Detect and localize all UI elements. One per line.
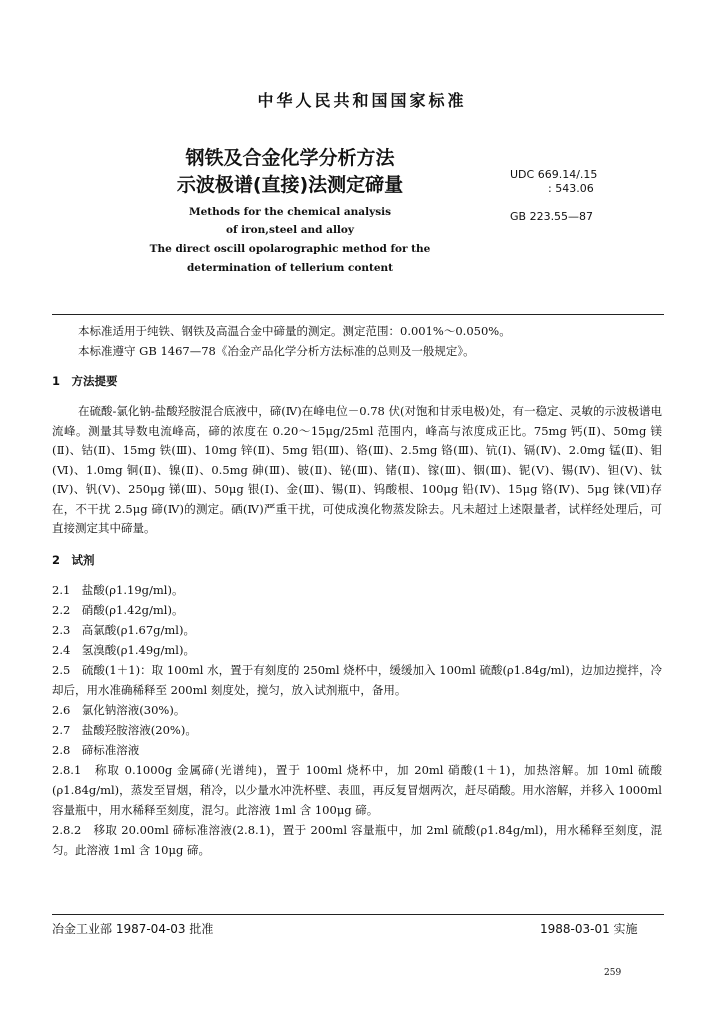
document-title-line1: 钢铁及合金化学分析方法 — [185, 147, 395, 169]
gb-number: GB 223.55—87 — [510, 210, 594, 223]
reagent-item: 2.2 硝酸(ρ1.42g/ml)。 — [52, 603, 184, 617]
intro-paragraph: 本标准遵守 GB 1467—78《冶金产品化学分析方法标准的总则及一般规定》。 — [78, 344, 475, 358]
reagent-item: 2.8 碲标准溶液 — [52, 743, 140, 757]
standard-org-header: 中华人民共和国国家标准 — [257, 91, 467, 110]
english-title-line: Methods for the chemical analysis — [188, 206, 392, 218]
reagent-item: 2.4 氢溴酸(ρ1.49g/ml)。 — [52, 643, 195, 657]
method-summary-paragraph: 在硫酸-氯化钠-盐酸羟胺混合底液中，碲(Ⅳ)在峰电位－0.78 伏(对饱和甘汞电极)处，有一稳定、灵敏的示波极谱电流峰。测量其导数电流峰高，碲的浓度在 0.20～15μg/25ml 范围内，峰高与浓度成正比。75mg 钙(Ⅱ)、50mg 镁(Ⅱ)、钴(Ⅱ)、15mg 铁(Ⅲ)、10mg 锌(Ⅱ)、5mg 铝(Ⅲ)、铬(Ⅲ)、2.5mg 铬(Ⅲ)、钪(Ⅰ)、镉(Ⅳ)、2.0mg 锰(Ⅱ)、钼(Ⅵ)、1.0mg 铜(Ⅱ)、镍(Ⅱ)、0.5mg 砷(Ⅲ)、铍(Ⅱ)、铋(Ⅲ)、锗(Ⅱ)、镓(Ⅲ)、铟(Ⅲ)、铌(Ⅴ)、锡(Ⅳ)、钽(Ⅴ)、钛(Ⅳ)、钒(Ⅴ)、250μg 锑(Ⅲ)、50μg 银(Ⅰ)、金(Ⅲ)、锡(Ⅱ)、钨酸根、100μg 铅(Ⅳ)、15μg 铬(Ⅳ)、5μg 铼(Ⅶ)存在，不干扰 2.5μg 碲(Ⅳ)的测定。硒(Ⅳ)严重干扰，可使成溴化物蒸发除去。凡未超过上述限量者，试样经处理后，可直接测定其中碲量。 — [52, 404, 662, 535]
header-divider — [52, 314, 664, 315]
udc-code-sub: : 543.06 — [548, 182, 594, 195]
approval-date: 冶金工业部 1987-04-03 批准 — [52, 922, 214, 936]
effective-date: 1988-03-01 实施 — [540, 922, 638, 936]
reagent-item: 2.3 高氯酸(ρ1.67g/ml)。 — [52, 623, 195, 637]
footer-divider — [52, 914, 664, 915]
english-title-line: of iron,steel and alloy — [225, 224, 355, 236]
page-number: 259 — [604, 968, 622, 978]
reagent-item: 2.1 盐酸(ρ1.19g/ml)。 — [52, 583, 184, 597]
intro-paragraph: 本标准适用于纯铁、钢铁及高温合金中碲量的测定。测定范围：0.001%～0.050%。 — [78, 324, 511, 338]
udc-code: UDC 669.14/.15 — [510, 168, 598, 181]
reagent-item: 2.6 氯化钠溶液(30%)。 — [52, 703, 186, 717]
reagent-item: 2.8.1 称取 0.1000g 金属碲(光谱纯)，置于 100ml 烧杯中，加 20ml 硝酸(1＋1)，加热溶解。加 10ml 硫酸(ρ1.84g/ml)，蒸发至冒烟，稍冷，以少量水冲洗杯壁、表皿，再反复冒烟两次，赶尽硝酸。用水溶解，并移入 1000ml 容量瓶中，用水稀释至刻度，混匀。此溶液 1ml 含 100μg 碲。 — [52, 763, 662, 817]
reagent-item: 2.5 硫酸(1＋1)：取 100ml 水，置于有刻度的 250ml 烧杯中，缓缓加入 100ml 硫酸(ρ1.84g/ml)，边加边搅拌，冷却后，用水准确稀释至 200ml 刻度处，搅匀，放入试剂瓶中，备用。 — [52, 663, 662, 697]
document-title-line2: 示波极谱(直接)法测定碲量 — [176, 174, 404, 196]
reagent-item: 2.7 盐酸羟胺溶液(20%)。 — [52, 723, 197, 737]
reagent-item: 2.8.2 移取 20.00ml 碲标准溶液(2.8.1)，置于 200ml 容量瓶中，加 2ml 硫酸(ρ1.84g/ml)，用水稀释至刻度，混匀。此溶液 1ml 含 10μg 碲。 — [52, 823, 662, 857]
section-heading-reagents: 2 试剂 — [52, 553, 95, 567]
english-title-line: determination of tellerium content — [186, 262, 394, 274]
section-heading-method: 1 方法提要 — [52, 374, 118, 388]
english-title-line: The direct oscill opolarographic method for the — [149, 243, 431, 255]
